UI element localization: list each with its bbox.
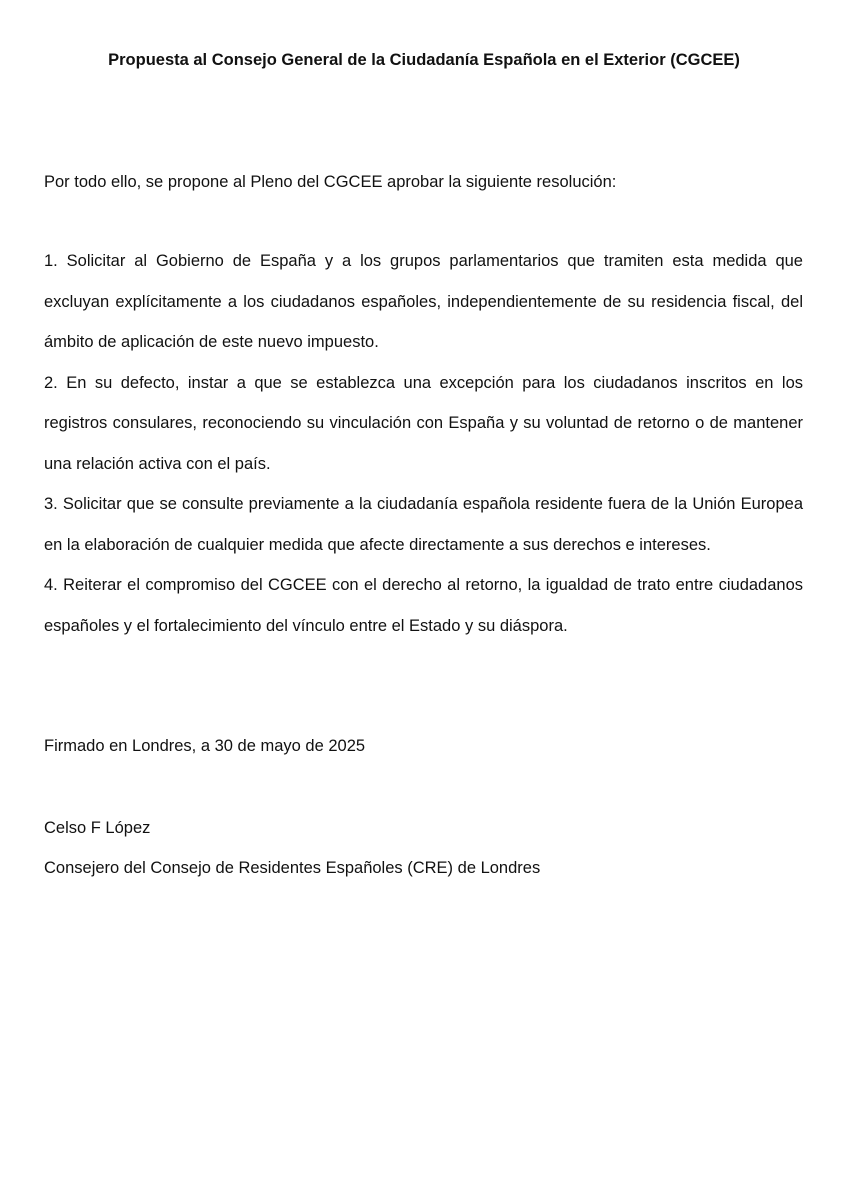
signed-place-date: Firmado en Londres, a 30 de mayo de 2025: [44, 737, 366, 755]
signer-name: Celso F López: [44, 819, 151, 837]
resolution-point-1: 1. Solicitar al Gobierno de España y a los grupos parlamentarios que tramiten esta medida que excluyan explícitamente a los ciudadanos españoles, independientemente de su residencia fiscal, del ámbito de aplicación de este nuevo impuesto.: [44, 252, 803, 351]
signer-role: Consejero del Consejo de Residentes Españoles (CRE) de Londres: [44, 859, 541, 877]
resolution-point-4: 4. Reiterar el compromiso del CGCEE con el derecho al retorno, la igualdad de trato entre ciudadanos españoles y el fortalecimiento del vínculo entre el Estado y su diáspora.: [44, 576, 803, 635]
resolution-point-2: 2. En su defecto, instar a que se establezca una excepción para los ciudadanos inscritos en los registros consulares, reconociendo su vinculación con España y su voluntad de retorno o de mantener una relación activa con el país.: [44, 373, 803, 473]
resolution-list: [44, 241, 803, 646]
resolution-point-3: 3. Solicitar que se consulte previamente a la ciudadanía española residente fuera de la Unión Europea en la elaboración de cualquier medida que afecte directamente a sus derechos e intereses.: [44, 495, 803, 554]
document-title: Propuesta al Consejo General de la Ciudadanía Española en el Exterior (CGCEE): [108, 51, 740, 69]
intro-paragraph: Por todo ello, se propone al Pleno del CGCEE aprobar la siguiente resolución:: [44, 173, 617, 191]
